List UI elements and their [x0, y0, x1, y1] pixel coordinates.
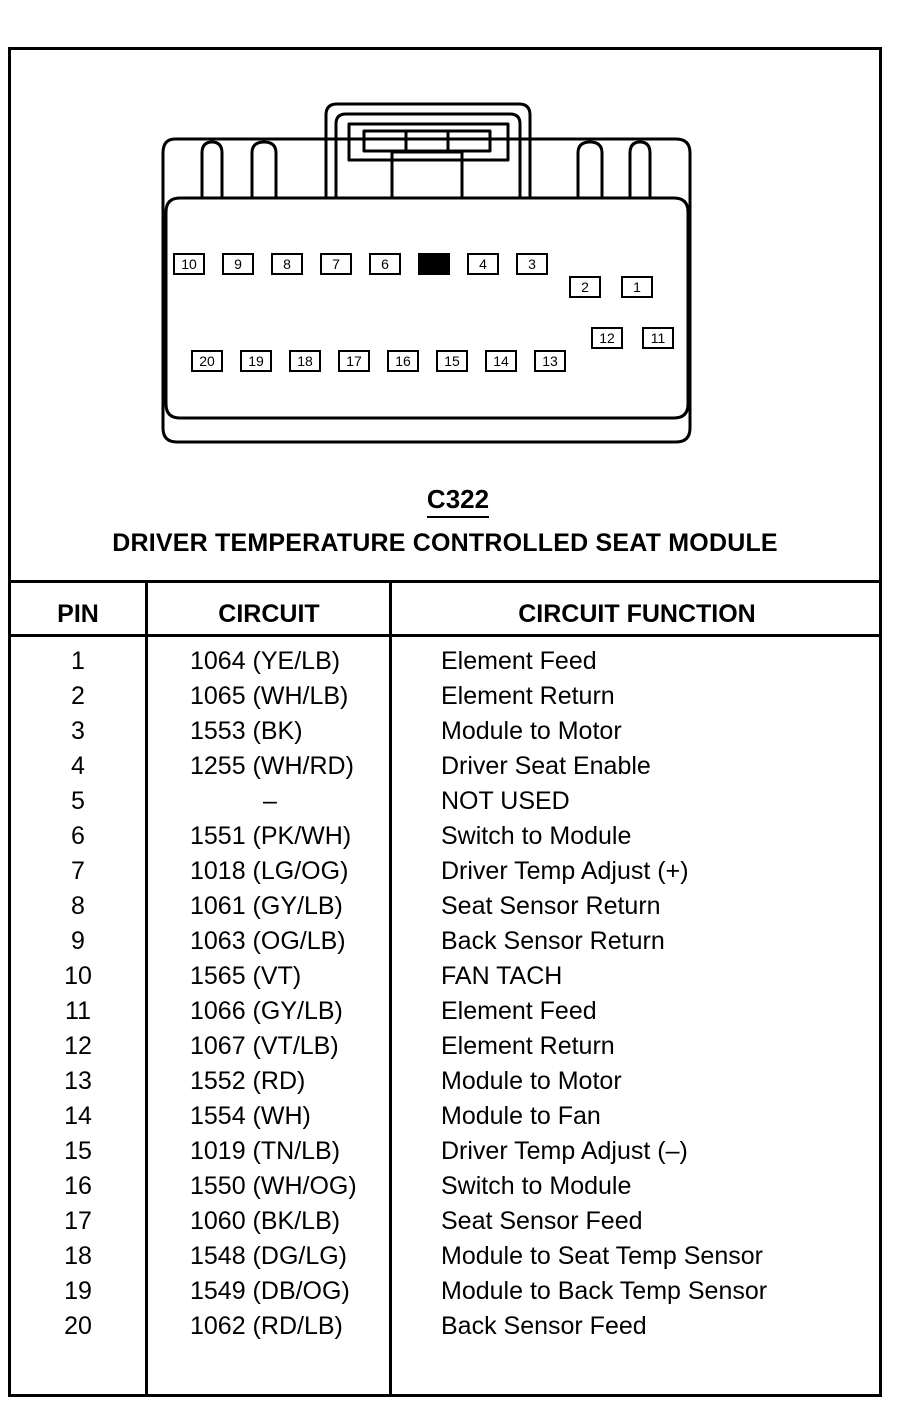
table-row: [0, 1029, 916, 1064]
pin-cavity-8: 8: [271, 253, 303, 275]
connector-face: [166, 198, 688, 418]
pin-cell: 4: [71, 752, 85, 780]
function-cell: Module to Fan: [441, 1102, 601, 1130]
latch-tab: [349, 124, 508, 160]
rib-left-1: [202, 142, 222, 198]
circuit-cell: 1063 (OG/LB): [190, 927, 346, 955]
pin-cavity-14: 14: [485, 350, 517, 372]
pin-cell: 12: [64, 1032, 92, 1060]
table-row: [0, 889, 916, 924]
table-header-rule: [8, 634, 882, 637]
function-cell: Element Feed: [441, 647, 597, 675]
circuit-cell: 1062 (RD/LB): [190, 1312, 343, 1340]
circuit-cell: 1255 (WH/RD): [190, 752, 354, 780]
pin-cavity-10: 10: [173, 253, 205, 275]
pin-cavity-18: 18: [289, 350, 321, 372]
pin-cavity-7: 7: [320, 253, 352, 275]
pin-cell: 10: [64, 962, 92, 990]
pin-cell: 17: [64, 1207, 92, 1235]
circuit-cell: 1565 (VT): [190, 962, 302, 990]
pin-cavity-3: 3: [516, 253, 548, 275]
connector-code: C322: [427, 484, 489, 518]
table-row: [0, 749, 916, 784]
pin-cavity-16: 16: [387, 350, 419, 372]
function-cell: Back Sensor Feed: [441, 1312, 647, 1340]
connector-face-drawing: [0, 0, 916, 460]
function-cell: Element Return: [441, 1032, 615, 1060]
pin-cavity-9: 9: [222, 253, 254, 275]
rib-left-2: [252, 142, 276, 198]
pin-cavity-2: 2: [569, 276, 601, 298]
pin-cell: 8: [71, 892, 85, 920]
table-row: [0, 1239, 916, 1274]
pin-cell: 3: [71, 717, 85, 745]
table-row: [0, 644, 916, 679]
pin-cavity-19: 19: [240, 350, 272, 372]
module-name: DRIVER TEMPERATURE CONTROLLED SEAT MODULE: [112, 529, 778, 557]
table-row: [0, 679, 916, 714]
circuit-cell: 1553 (BK): [190, 717, 303, 745]
table-row: [0, 819, 916, 854]
circuit-cell: 1018 (LG/OG): [190, 857, 349, 885]
pin-cavity-17: 17: [338, 350, 370, 372]
pin-cell: 20: [64, 1312, 92, 1340]
circuit-cell: 1552 (RD): [190, 1067, 306, 1095]
table-row: [0, 1204, 916, 1239]
header-pin: PIN: [57, 600, 99, 628]
table-row: [0, 1099, 916, 1134]
pin-cell: 2: [71, 682, 85, 710]
function-cell: Switch to Module: [441, 822, 632, 850]
table-row: [0, 1134, 916, 1169]
pin-cell: 18: [64, 1242, 92, 1270]
latch-slot-3: [448, 131, 490, 151]
function-cell: Seat Sensor Return: [441, 892, 661, 920]
table-row: [0, 959, 916, 994]
function-cell: Back Sensor Return: [441, 927, 665, 955]
function-cell: Module to Back Temp Sensor: [441, 1277, 768, 1305]
latch-inner: [336, 114, 520, 198]
pin-cell: 1: [71, 647, 85, 675]
function-cell: FAN TACH: [441, 962, 563, 990]
table-row: [0, 714, 916, 749]
pin-cavity-12: 12: [591, 327, 623, 349]
pin-cavity-5: 5: [418, 253, 450, 275]
pin-cell: 11: [65, 997, 91, 1025]
pin-cell: 19: [64, 1277, 92, 1305]
pin-cell: 13: [64, 1067, 92, 1095]
latch-slot-1: [364, 131, 406, 151]
pin-table-body: [0, 644, 916, 1344]
circuit-cell: 1067 (VT/LB): [190, 1032, 339, 1060]
circuit-cell: –: [263, 787, 277, 815]
table-top-rule: [8, 580, 882, 583]
circuit-cell: 1551 (PK/WH): [190, 822, 352, 850]
rib-right-2: [630, 142, 650, 198]
function-cell: Element Feed: [441, 997, 597, 1025]
pin-cell: 15: [64, 1137, 92, 1165]
circuit-cell: 1548 (DG/LG): [190, 1242, 348, 1270]
pin-cell: 16: [64, 1172, 92, 1200]
table-row: [0, 924, 916, 959]
table-row: [0, 784, 916, 819]
header-circuit: CIRCUIT: [218, 600, 320, 628]
function-cell: NOT USED: [441, 787, 570, 815]
circuit-cell: 1060 (BK/LB): [190, 1207, 341, 1235]
pin-cell: 7: [71, 857, 85, 885]
header-circuit-function: CIRCUIT FUNCTION: [518, 600, 756, 628]
circuit-cell: 1554 (WH): [190, 1102, 311, 1130]
latch-slot-2: [406, 131, 448, 151]
function-cell: Module to Motor: [441, 1067, 622, 1095]
table-row: [0, 1274, 916, 1309]
pin-cavity-13: 13: [534, 350, 566, 372]
function-cell: Module to Motor: [441, 717, 622, 745]
table-row: [0, 854, 916, 889]
circuit-cell: 1064 (YE/LB): [190, 647, 341, 675]
circuit-cell: 1065 (WH/LB): [190, 682, 349, 710]
table-row: [0, 994, 916, 1029]
pin-cavity-20: 20: [191, 350, 223, 372]
table-row: [0, 1064, 916, 1099]
pin-cavity-1: 1: [621, 276, 653, 298]
function-cell: Module to Seat Temp Sensor: [441, 1242, 763, 1270]
function-cell: Driver Seat Enable: [441, 752, 651, 780]
connector-shell: [163, 139, 690, 442]
rib-right-1: [578, 142, 602, 198]
table-row: [0, 1309, 916, 1344]
function-cell: Driver Temp Adjust (–): [441, 1137, 688, 1165]
circuit-cell: 1550 (WH/OG): [190, 1172, 357, 1200]
pin-cavity-15: 15: [436, 350, 468, 372]
circuit-cell: 1019 (TN/LB): [190, 1137, 341, 1165]
function-cell: Seat Sensor Feed: [441, 1207, 643, 1235]
circuit-cell: 1061 (GY/LB): [190, 892, 343, 920]
function-cell: Switch to Module: [441, 1172, 632, 1200]
pin-cavity-11: 11: [642, 327, 674, 349]
pin-cell: 5: [71, 787, 85, 815]
circuit-cell: 1549 (DB/OG): [190, 1277, 350, 1305]
pin-cavity-4: 4: [467, 253, 499, 275]
function-cell: Element Return: [441, 682, 615, 710]
connector-code-heading: [0, 484, 916, 515]
pin-cavity-6: 6: [369, 253, 401, 275]
pin-cell: 9: [71, 927, 85, 955]
function-cell: Driver Temp Adjust (+): [441, 857, 689, 885]
circuit-cell: 1066 (GY/LB): [190, 997, 343, 1025]
pin-cell: 6: [71, 822, 85, 850]
pin-cell: 14: [64, 1102, 92, 1130]
table-row: [0, 1169, 916, 1204]
